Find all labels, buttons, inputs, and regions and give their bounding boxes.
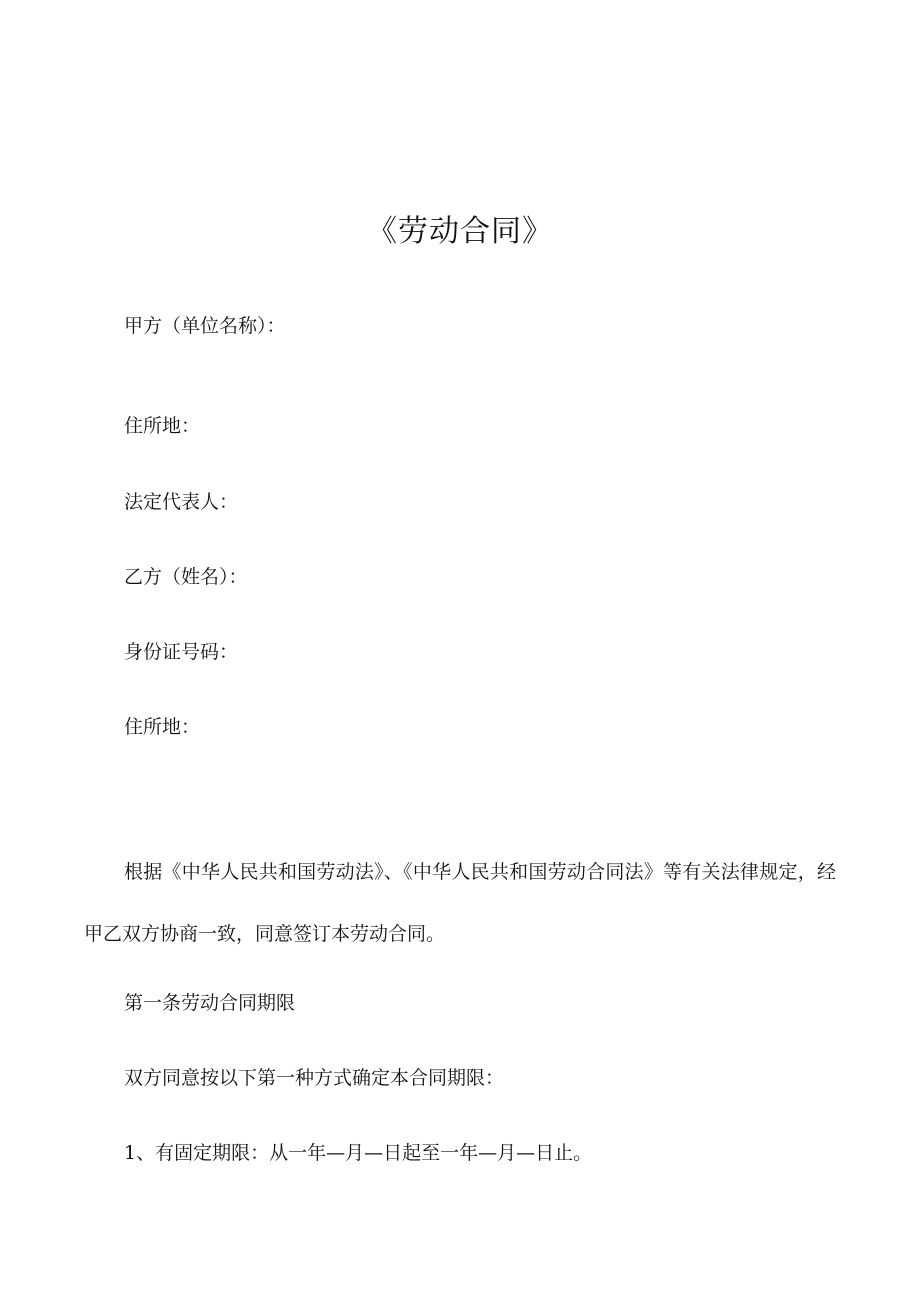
article-1-item-1: 1、有固定期限：从一年—月—日起至一年—月—日止。 [124, 1142, 593, 1164]
legal-representative-label: 法定代表人： [124, 491, 239, 513]
party-a-address-label: 住所地： [124, 415, 201, 437]
party-b-name-label: 乙方（姓名）： [124, 566, 248, 588]
document-title: 《劳动合同》 [367, 214, 553, 249]
party-b-id-number-label: 身份证号码： [124, 641, 239, 663]
party-b-address-label: 住所地： [124, 716, 201, 738]
article-1-heading: 第一条劳动合同期限 [124, 992, 296, 1014]
party-a-name-label: 甲方（单位名称）： [124, 315, 286, 337]
article-1-intro: 双方同意按以下第一种方式确定本合同期限： [124, 1067, 505, 1089]
preamble-paragraph: 根据《中华人民共和国劳动法》、《中华人民共和国劳动合同法》等有关法律规定，经甲乙双方协商一致，同意签订本劳动合同。 [84, 861, 836, 945]
